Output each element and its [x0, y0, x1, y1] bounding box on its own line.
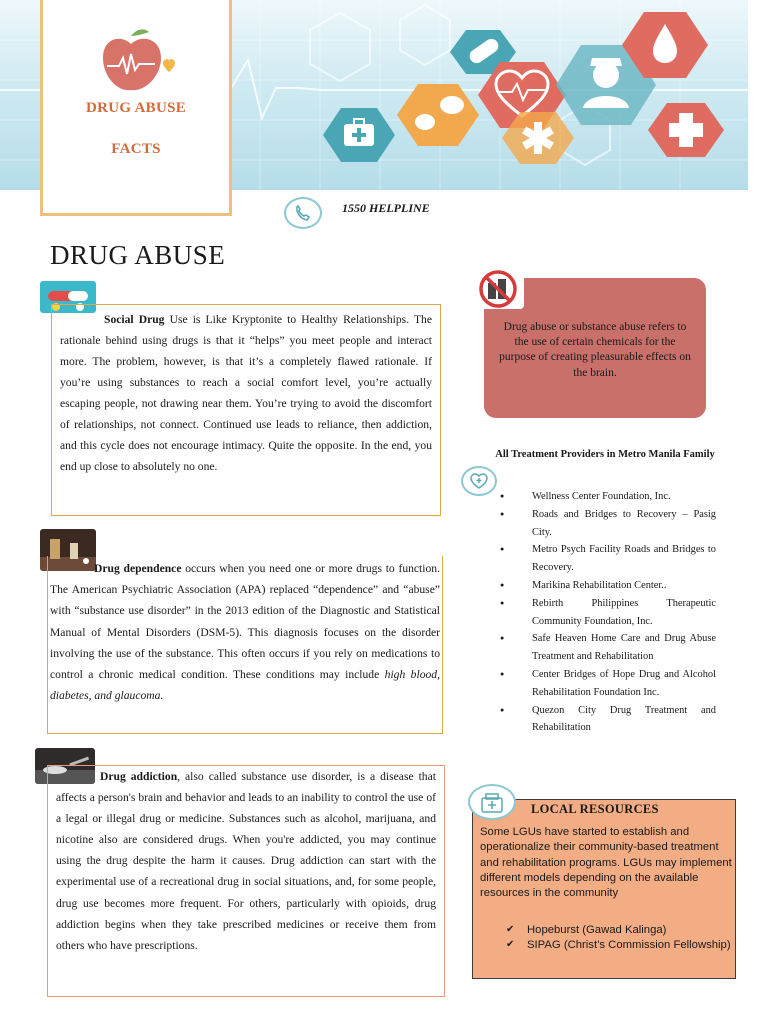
definition-text: Drug abuse or substance abuse refers to the use of certain chemicals for the purpose of creating pleasurable effects on the brain. — [499, 321, 691, 379]
pill-icon — [397, 84, 479, 146]
page-title: DRUG ABUSE — [50, 240, 226, 270]
medicine-box-icon — [468, 784, 516, 820]
no-drugs-icon — [472, 267, 524, 309]
providers-list — [505, 488, 716, 737]
local-resources-text: Some LGUs have started to establish and operationalize their community-based treatment and rehabilitation programs. LGUs may implement different models depending on the available resources in the community — [480, 826, 732, 900]
drug-dependence-lead: Drug dependence — [94, 562, 182, 575]
local-resources-title: LOCAL RESOURCES — [531, 802, 659, 816]
list-item: ● Center Bridges of Hope Drug and Alcohol Rehabilitation Foundation Inc. — [505, 666, 716, 702]
cover-title: DRUG ABUSE — [85, 100, 187, 116]
list-item: ● Rebirth Philippines Therapeutic Community Foundation, Inc. — [505, 595, 716, 631]
list-item: ✔ SIPAG (Christ’s Commission Fellowship) — [506, 938, 731, 953]
list-item: ✔ Hopeburst (Gawad Kalinga) — [506, 923, 731, 938]
social-drug-text: Use is Like Kryptonite to Healthy Relationships. The rationale behind using drugs is that it “helps” you meet people and interact more. The problem, however, is that it’s a completely flawed rationale. If you’re using substances to reach a social comfort level, you’re actually escaping people, not drawing near them. You’re trying to avoid the discomfort of relationships, not connect. Continued use leads to reliance, then addiction, and this cycle does not encourage intimacy. Quite the opposite. In the end, you end up close to absolutely no one. — [60, 313, 432, 473]
list-item: ● Safe Heaven Home Care and Drug Abuse Treatment and Rehabilitation — [505, 630, 716, 666]
drug-addiction-box — [47, 765, 445, 997]
drug-addiction-text: , also called substance use disorder, is a disease that affects a person's brain and behavior and leads to an inability to control the use of a legal or illegal drug or medicine. Substances such as alcohol, marijuana, and nicotine also are considered drugs. When you're addicted, you may continue using the drug despite the harm it causes. Drug addiction can start with the experimental use of a recreational drug in social situations, and, for some people, drug use becomes more frequent. For others, particularly with opioids, drug addiction begins when they take prescribed medicines or receive them from others who have prescriptions. — [56, 770, 436, 952]
phone-icon — [284, 197, 322, 229]
list-item: ● Roads and Bridges to Recovery – Pasig City. — [505, 506, 716, 542]
drug-dependence-text: occurs when you need one or more drugs to function. The American Psychiatric Association (APA) replaced “dependence” and “abuse” with “substance use disorder” in the 2013 edition of the Diagnostic and Statistical Manual of Mental Disorders (DSM-5). This diagnosis focuses on the disorder involving the use of the substance. This often occurs if you rely on medications to control a chronic medical condition. These conditions may include — [50, 562, 440, 682]
cover-card — [40, 0, 232, 216]
apple-heartbeat-icon — [99, 26, 179, 96]
drug-dependence-conditions: high blood, diabetes, and glaucoma. — [50, 668, 440, 703]
providers-title: All Treatment Providers in Metro Manila Family — [495, 449, 715, 460]
first-aid-icon — [323, 108, 395, 162]
helpline-label: 1550 HELPLINE — [342, 201, 430, 215]
drug-dependence-box — [47, 556, 443, 734]
list-item: ● Quezon City Drug Treatment and Rehabilitation — [505, 702, 716, 738]
cross-icon — [648, 103, 724, 157]
social-drug-lead: Social Drug — [104, 313, 165, 326]
local-resources-list — [506, 923, 731, 952]
list-item: ● Wellness Center Foundation, Inc. — [505, 488, 716, 506]
list-item: ● Marikina Rehabilitation Center.. — [505, 577, 716, 595]
list-item: ● Metro Psych Facility Roads and Bridges to Recovery. — [505, 541, 716, 577]
medical-heart-icon — [461, 466, 497, 496]
cover-subtitle: FACTS — [111, 141, 161, 157]
social-drug-box — [51, 304, 441, 516]
drug-addiction-lead: Drug addiction — [100, 770, 178, 783]
